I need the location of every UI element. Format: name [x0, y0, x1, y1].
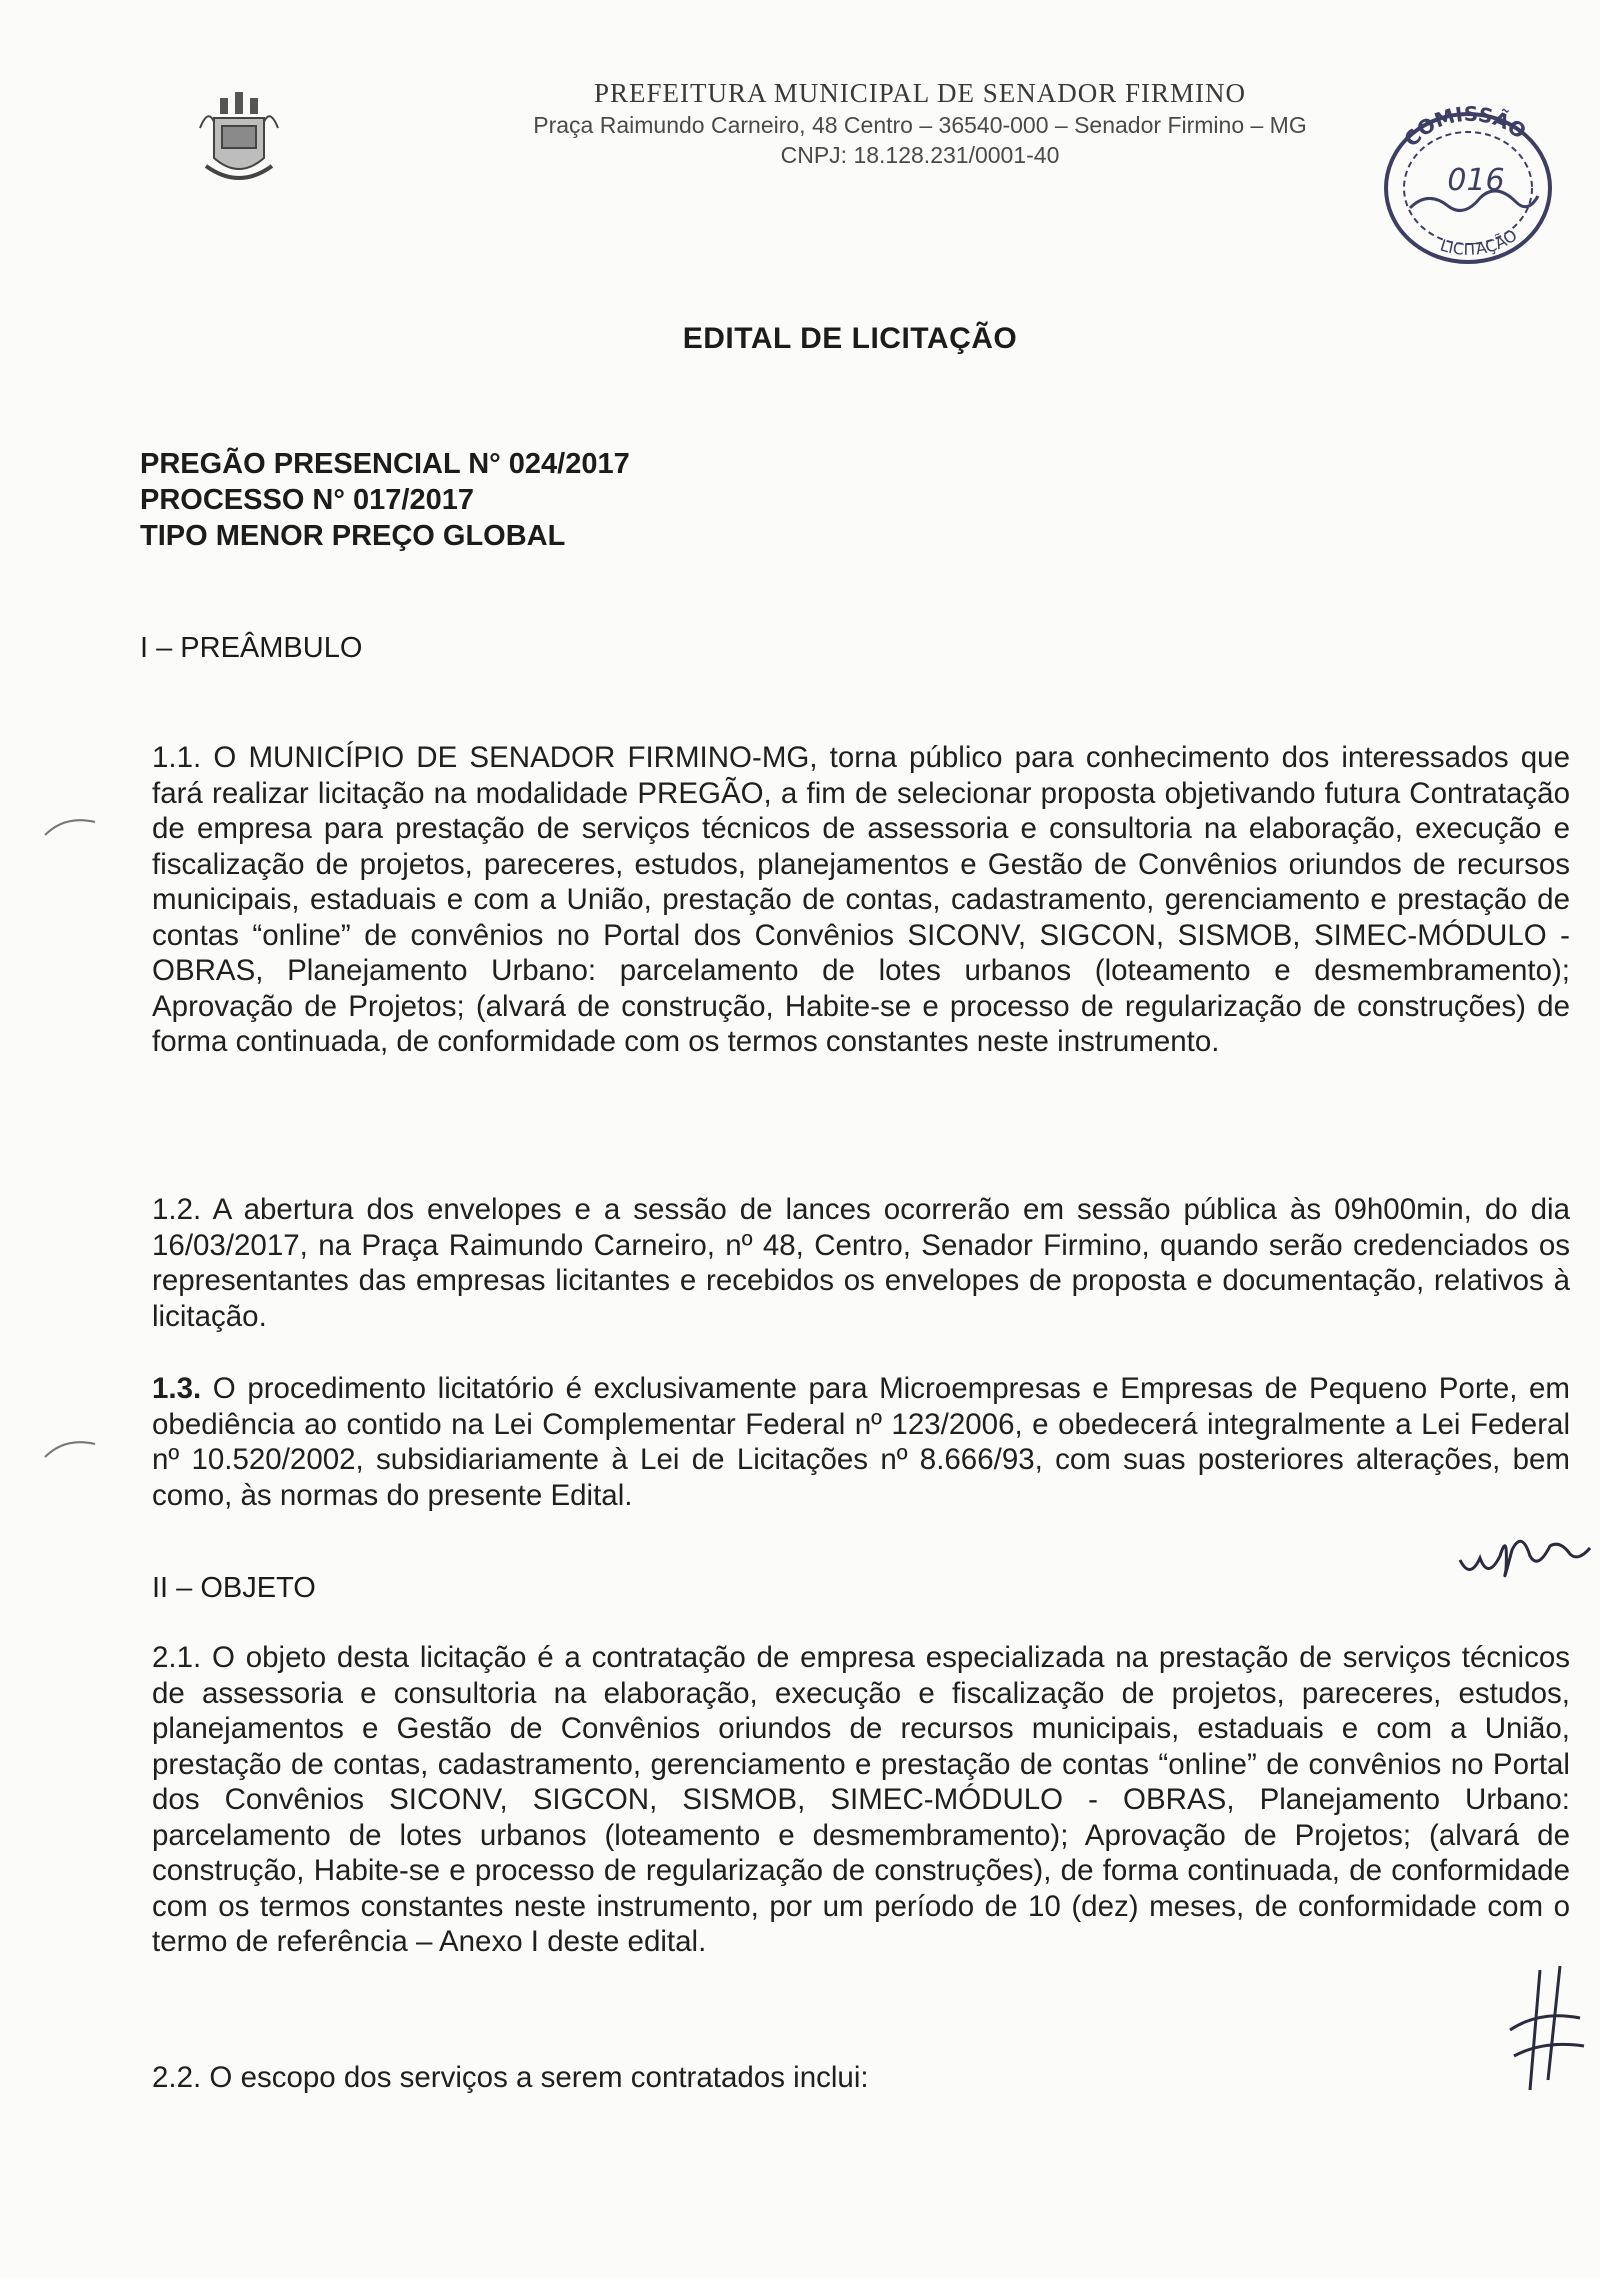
- processo-number: PROCESSO N° 017/2017: [140, 484, 474, 516]
- stamp-top-text: COMISSÃO: [1399, 101, 1531, 152]
- pregao-number: PREGÃO PRESENCIAL N° 024/2017: [140, 448, 630, 480]
- stamp-bottom-text: LICITAÇÃO: [1437, 225, 1521, 259]
- paragraph-2-1: [152, 1640, 1570, 1960]
- paragraph-number: 2.2.: [152, 2061, 202, 2094]
- section-heading-objeto: II – OBJETO: [152, 1572, 316, 1604]
- municipality-address: Praça Raimundo Carneiro, 48 Centro – 36540-000 – Senador Firmino – MG: [533, 112, 1307, 138]
- letterhead: [420, 76, 1420, 170]
- document-title: EDITAL DE LICITAÇÃO: [682, 322, 1018, 355]
- paragraph-text: A abertura dos envelopes e a sessão de lances ocorrerão em sessão pública às 09h00min, do dia 16/03/2017, na Praça Raimundo Carneiro, nº 48, Centro, Senador Firmino, quando serão credenciados os representantes das empresas licitantes e recebidos os envelopes de proposta e documentação, relativos à licitação.: [152, 1193, 1570, 1333]
- stamp-number: 016: [1447, 163, 1505, 198]
- paragraph-text: O procedimento licitatório é exclusivamente para Microempresas e Empresas de Pequeno Porte, em obediência ao contido na Lei Complementar Federal nº 123/2006, e obedecerá integralmente a Lei Federal nº 10.520/2002, subsidiariamente à Lei de Licitações nº 8.666/93, com suas posteriores alterações, bem como, às normas do presente Edital.: [152, 1372, 1570, 1512]
- paragraph-number: 1.3.: [152, 1372, 202, 1405]
- handwritten-signature-mark: [1500, 1960, 1590, 2100]
- tipo-licitacao: TIPO MENOR PREÇO GLOBAL: [140, 520, 566, 552]
- paragraph-2-2: [152, 2060, 1570, 2096]
- paragraph-number: 1.2.: [152, 1193, 202, 1226]
- paragraph-number: 2.1.: [152, 1641, 202, 1674]
- municipality-cnpj: CNPJ: 18.128.231/0001-40: [780, 142, 1060, 168]
- municipality-name: PREFEITURA MUNICIPAL DE SENADOR FIRMINO: [593, 78, 1247, 108]
- margin-mark: [40, 1432, 100, 1462]
- paragraph-text: O escopo dos serviços a serem contratados inclui:: [209, 2061, 869, 2094]
- svg-text:COMISSÃO: [1399, 102, 1531, 152]
- paragraph-text: O objeto desta licitação é a contratação de empresa especializada na prestação de serviços técnicos de assessoria e consultoria na elaboração, execução e fiscalização de projetos, pareceres, estudos, planejamentos e Gestão de Convênios oriundos de recursos municipais, estaduais e com a União, prestação de contas, cadastramento, gerenciamento e prestação de contas “online” de convênios no Portal dos Convênios SICONV, SIGCON, SISMOB, SIMEC-MÓDULO - OBRAS, Planejamento Urbano: parcelamento de lotes urbanos (loteamento e desmembramento); Aprovação de Projetos; (alvará de construção, Habite-se e processo de regularização de construções), de forma continuada, de conformidade com os termos constantes neste instrumento, por um período de 10 (dez) meses, de conformidade com o termo de referência – Anexo I deste edital.: [152, 1641, 1570, 1958]
- handwritten-initials: [1450, 1510, 1600, 1590]
- coat-of-arms-emblem: [196, 88, 282, 198]
- commission-stamp: [1368, 98, 1568, 268]
- paragraph-1-2: [152, 1192, 1570, 1334]
- section-heading-preambulo: I – PREÂMBULO: [140, 632, 363, 664]
- paragraph-number: 1.1.: [152, 741, 202, 774]
- paragraph-1-1: [152, 740, 1570, 1060]
- paragraph-1-3: [152, 1371, 1570, 1513]
- margin-mark: [40, 810, 100, 840]
- paragraph-text: O MUNICÍPIO DE SENADOR FIRMINO-MG, torna público para conhecimento dos interessados que fará realizar licitação na modalidade PREGÃO, a fim de selecionar proposta objetivando futura Contratação de empresa para prestação de serviços técnicos de assessoria e consultoria na elaboração, execução e fiscalização de projetos, pareceres, estudos, planejamentos e Gestão de Convênios oriundos de recursos municipais, estaduais e com a União, prestação de contas, cadastramento, gerenciamento e prestação de contas “online” de convênios no Portal dos Convênios SICONV, SIGCON, SISMOB, SIMEC-MÓDULO - OBRAS, Planejamento Urbano: parcelamento de lotes urbanos (loteamento e desmembramento); Aprovação de Projetos; (alvará de construção, Habite-se e processo de regularização de construções) de forma continuada, de conformidade com os termos constantes neste instrumento.: [152, 741, 1570, 1058]
